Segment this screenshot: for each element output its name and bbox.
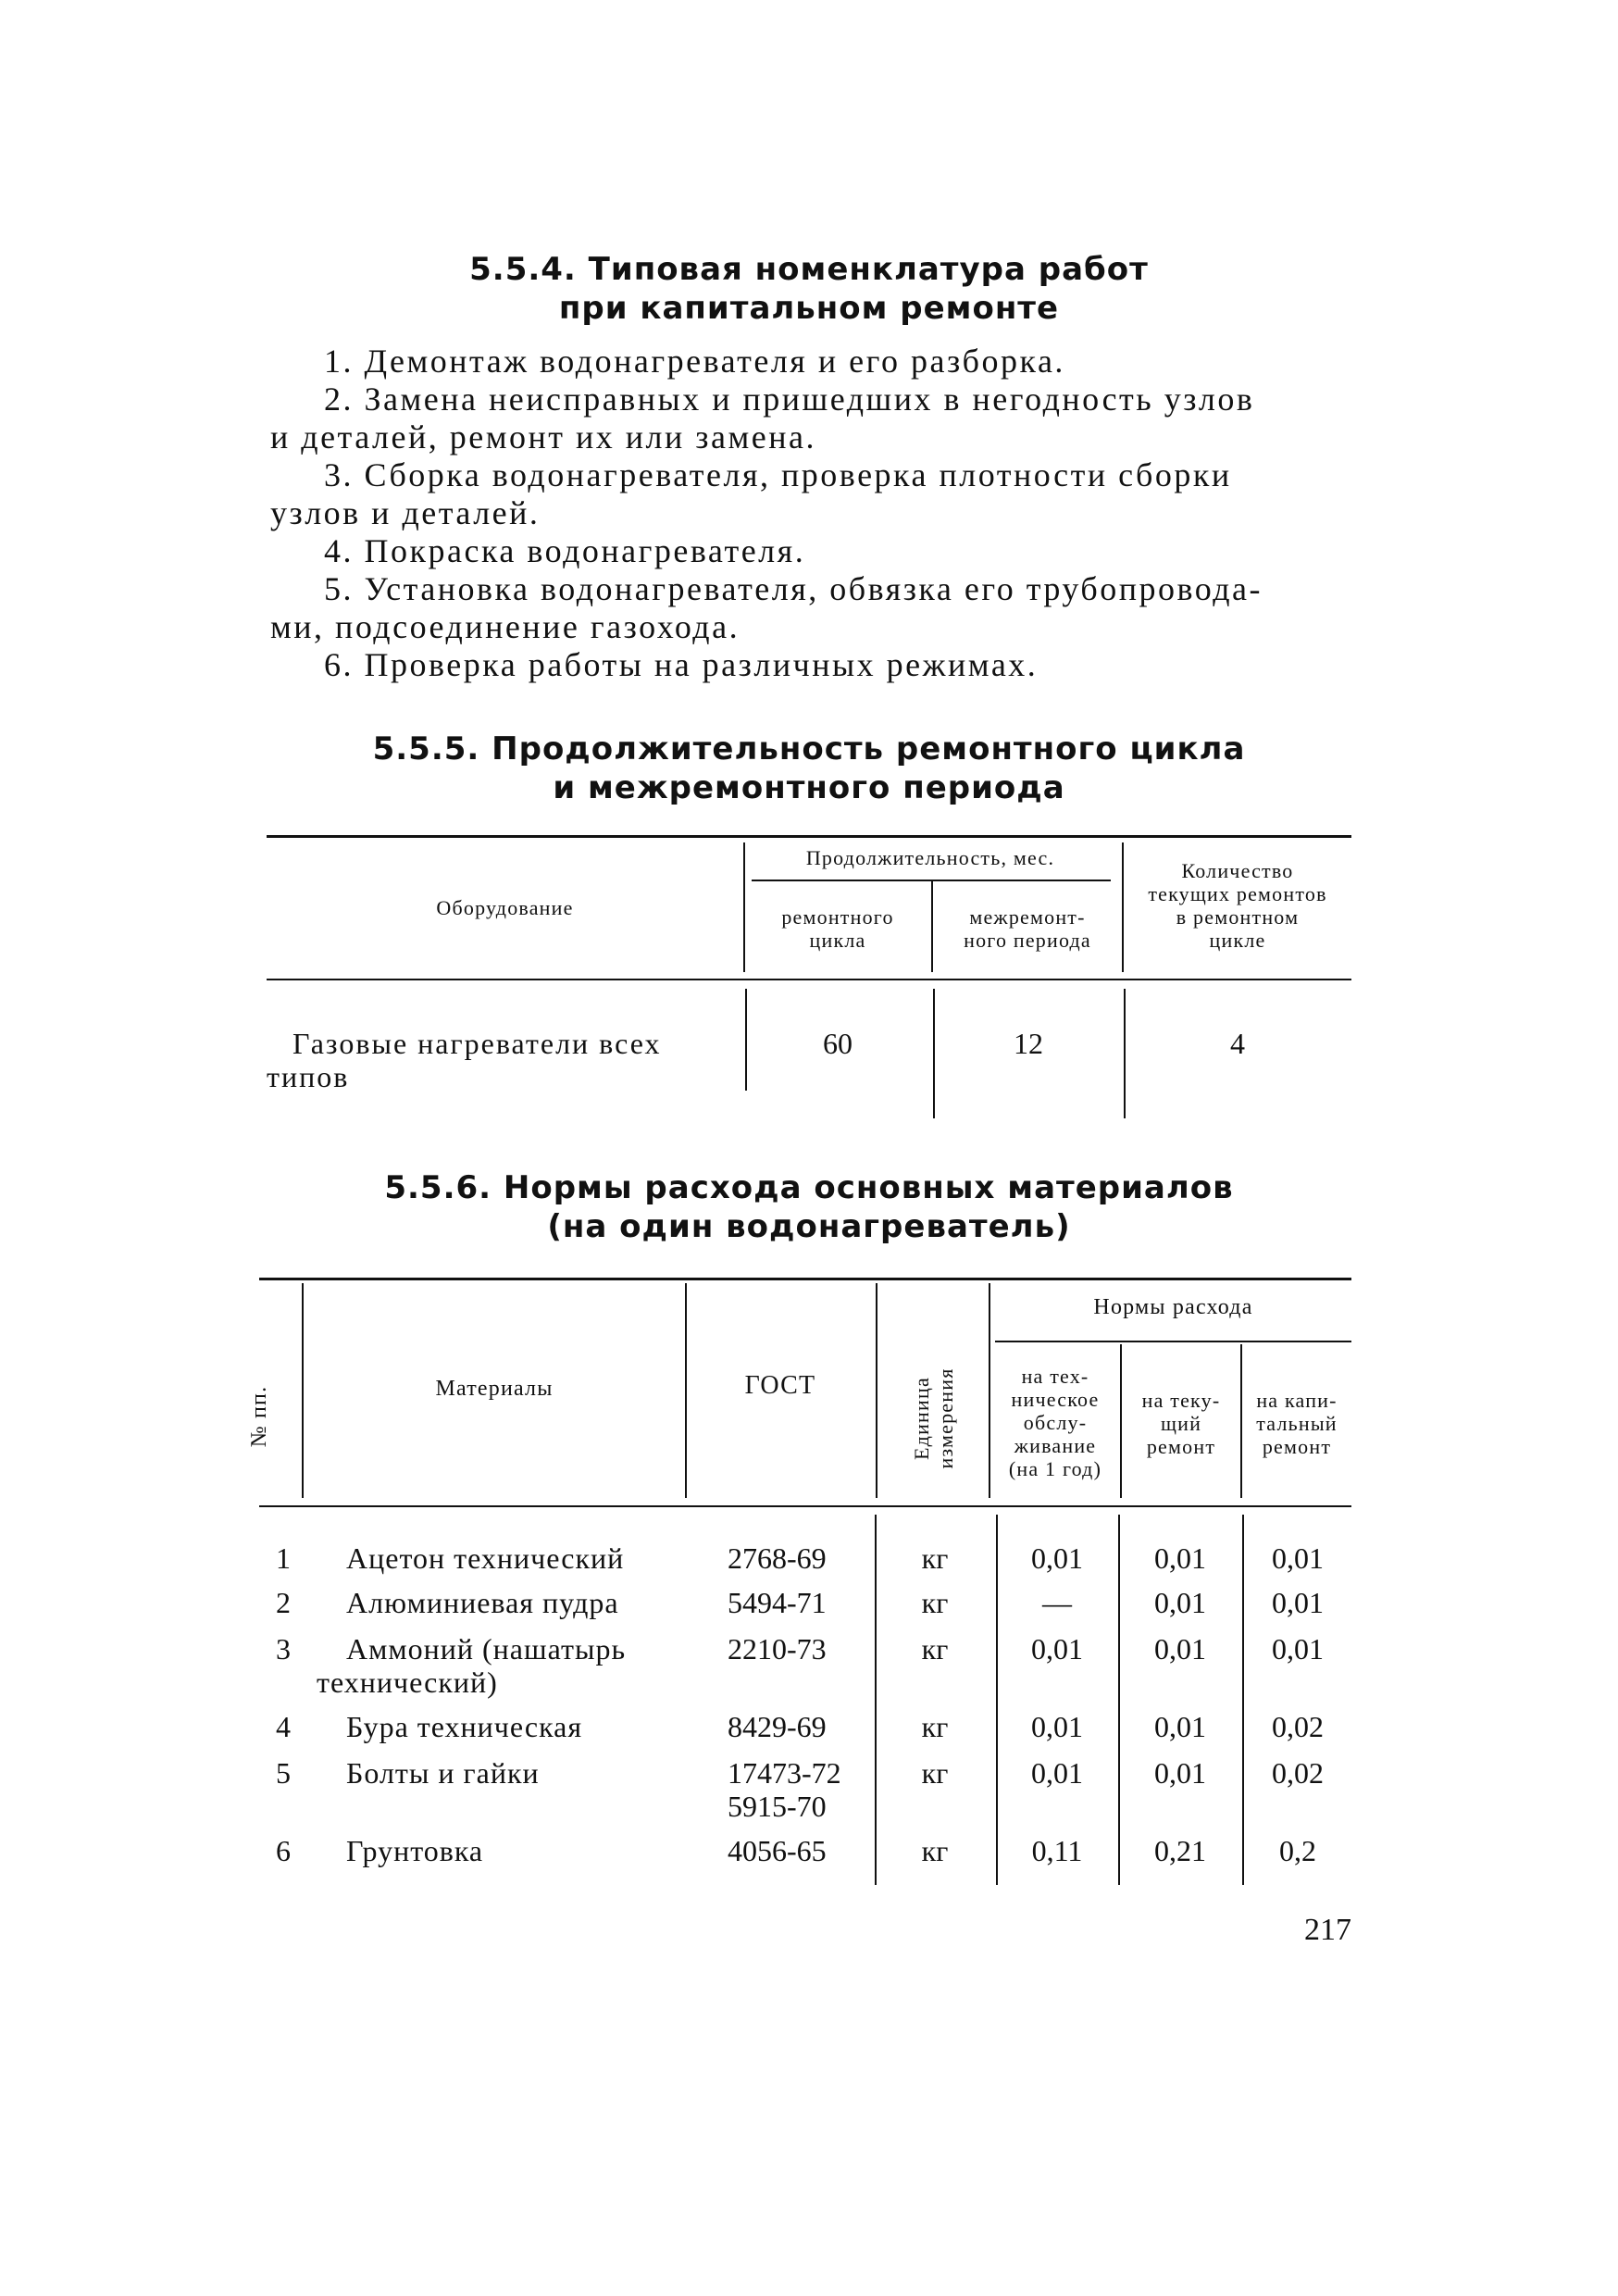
header-text: живание: [1014, 1434, 1097, 1457]
unit-value: кг: [921, 1834, 949, 1867]
capital-value: 0,02: [1272, 1710, 1324, 1743]
header-capital: [1242, 1389, 1351, 1458]
capital-value: 0,01: [1272, 1632, 1324, 1666]
current-value: 0,01: [1154, 1710, 1206, 1743]
header-text: ническое: [1011, 1388, 1100, 1411]
tech-value: 0,01: [1031, 1541, 1083, 1575]
section-555-title-line1: 5.5.5. Продолжительность ремонтного цикла: [372, 730, 1246, 767]
list-item: 5. Установка водонагревателя, обвязка его трубопровода-: [324, 570, 1263, 607]
current-value: 0,21: [1154, 1834, 1206, 1867]
current-value: 0,01: [1154, 1632, 1206, 1666]
gost-value: 4056-65: [728, 1834, 827, 1867]
header-text: щий: [1160, 1412, 1202, 1435]
material-name: Ацетон технический: [346, 1541, 625, 1575]
header-text: ремонтного: [781, 905, 894, 929]
list-item: 1. Демонтаж водонагревателя и его разборка.: [324, 343, 1065, 380]
header-text: цикла: [809, 929, 866, 952]
page-number: 217: [1304, 1913, 1351, 1947]
material-name: Грунтовка: [346, 1834, 484, 1867]
material-name: Аммоний (нашатырь: [346, 1632, 627, 1666]
capital-value: 0,01: [1272, 1586, 1324, 1619]
gost-value: 2768-69: [728, 1541, 827, 1575]
header-text: обслу-: [1023, 1411, 1088, 1434]
list-item: узлов и деталей.: [270, 494, 541, 531]
unit-value: кг: [921, 1632, 949, 1666]
header-text: на капи-: [1256, 1389, 1338, 1412]
header-text: ремонт: [1262, 1435, 1332, 1458]
section-554-title-line2: при капитальном ремонте: [558, 290, 1060, 327]
current-value: 0,01: [1154, 1586, 1206, 1619]
interrepair-value: 12: [1014, 1027, 1043, 1060]
list-item: 6. Проверка работы на различных режимах.: [324, 646, 1039, 683]
header-gost: ГОСТ: [744, 1371, 816, 1400]
material-name: Бура техническая: [346, 1710, 583, 1743]
header-text: на тех-: [1021, 1365, 1089, 1388]
tech-value: 0,11: [1031, 1834, 1083, 1867]
row-num: 5: [276, 1756, 291, 1790]
header-materials: Материалы: [435, 1377, 554, 1401]
gost-value: 5494-71: [728, 1586, 827, 1619]
header-bottom-rule: [259, 1505, 1351, 1507]
unit-value: кг: [921, 1586, 949, 1619]
list-item: 3. Сборка водонагревателя, проверка плотности сборки: [324, 456, 1232, 493]
header-text: цикле: [1209, 929, 1266, 952]
tech-value: 0,01: [1031, 1756, 1083, 1790]
header-divider: [995, 1341, 1351, 1342]
header-text: на теку-: [1141, 1389, 1221, 1412]
current-value: 0,01: [1154, 1541, 1206, 1575]
row-num: 4: [276, 1710, 291, 1743]
capital-value: 0,02: [1272, 1756, 1324, 1790]
header-text: Количество: [1181, 859, 1294, 882]
equipment-cell: Газовые нагреватели всех: [292, 1027, 662, 1060]
equipment-cell-cont: типов: [267, 1060, 350, 1093]
header-current: [1122, 1389, 1240, 1458]
row-num: 1: [276, 1541, 291, 1575]
list-item: 4. Покраска водонагревателя.: [324, 532, 806, 569]
row-num: 2: [276, 1586, 291, 1619]
header-text: (на 1 год): [1008, 1457, 1102, 1480]
gost-value: 8429-69: [728, 1710, 827, 1743]
header-text: межремонт-: [969, 905, 1086, 929]
material-name-cont: технический): [317, 1666, 498, 1699]
gost-value: 17473-72: [728, 1756, 841, 1790]
list-item: и деталей, ремонт их или замена.: [270, 418, 816, 455]
row-num: 3: [276, 1632, 291, 1666]
header-unit: Единица измерения: [910, 1367, 957, 1469]
repair-cycle-value: 60: [823, 1027, 853, 1060]
column-divider: [876, 1283, 877, 1498]
section-556-title-line1: 5.5.6. Нормы расхода основных материалов: [384, 1169, 1234, 1206]
unit-value: кг: [921, 1756, 949, 1790]
unit-value: кг: [921, 1710, 949, 1743]
repair-count-value: 4: [1230, 1027, 1245, 1060]
header-equipment: Оборудование: [436, 896, 574, 919]
header-text: в ремонтном: [1176, 905, 1300, 929]
gost-value-cont: 5915-70: [728, 1790, 827, 1823]
capital-value: 0,2: [1279, 1834, 1316, 1867]
section-554-title-line1: 5.5.4. Типовая номенклатура работ: [469, 251, 1149, 288]
header-text: ного периода: [964, 929, 1091, 952]
tech-value: 0,01: [1031, 1710, 1083, 1743]
list-item: ми, подсоединение газохода.: [270, 608, 741, 645]
tech-value: 0,01: [1031, 1632, 1083, 1666]
section-556-title-line2: (на один водонагреватель): [547, 1208, 1071, 1245]
capital-value: 0,01: [1272, 1541, 1324, 1575]
current-value: 0,01: [1154, 1756, 1206, 1790]
list-item: 2. Замена неисправных и пришедших в негодность узлов: [324, 381, 1255, 418]
material-name: Алюминиевая пудра: [346, 1586, 619, 1619]
material-name: Болты и гайки: [346, 1756, 540, 1790]
gost-value: 2210-73: [728, 1632, 827, 1666]
section-555-title-line2: и межремонтного периода: [553, 769, 1065, 806]
tech-value: —: [1042, 1586, 1072, 1619]
column-divider: [302, 1283, 304, 1498]
header-norms: Нормы расхода: [1093, 1295, 1253, 1319]
header-num: № пп.: [247, 1385, 271, 1448]
header-duration: Продолжительность, мес.: [805, 846, 1055, 869]
header-text: ремонт: [1146, 1435, 1216, 1458]
row-num: 6: [276, 1834, 291, 1867]
unit-value: кг: [921, 1541, 949, 1575]
table-top-rule: [259, 1278, 1351, 1280]
header-text: текущих ремонтов: [1148, 882, 1327, 905]
header-tech: [990, 1365, 1120, 1480]
header-text: тальный: [1256, 1412, 1338, 1435]
